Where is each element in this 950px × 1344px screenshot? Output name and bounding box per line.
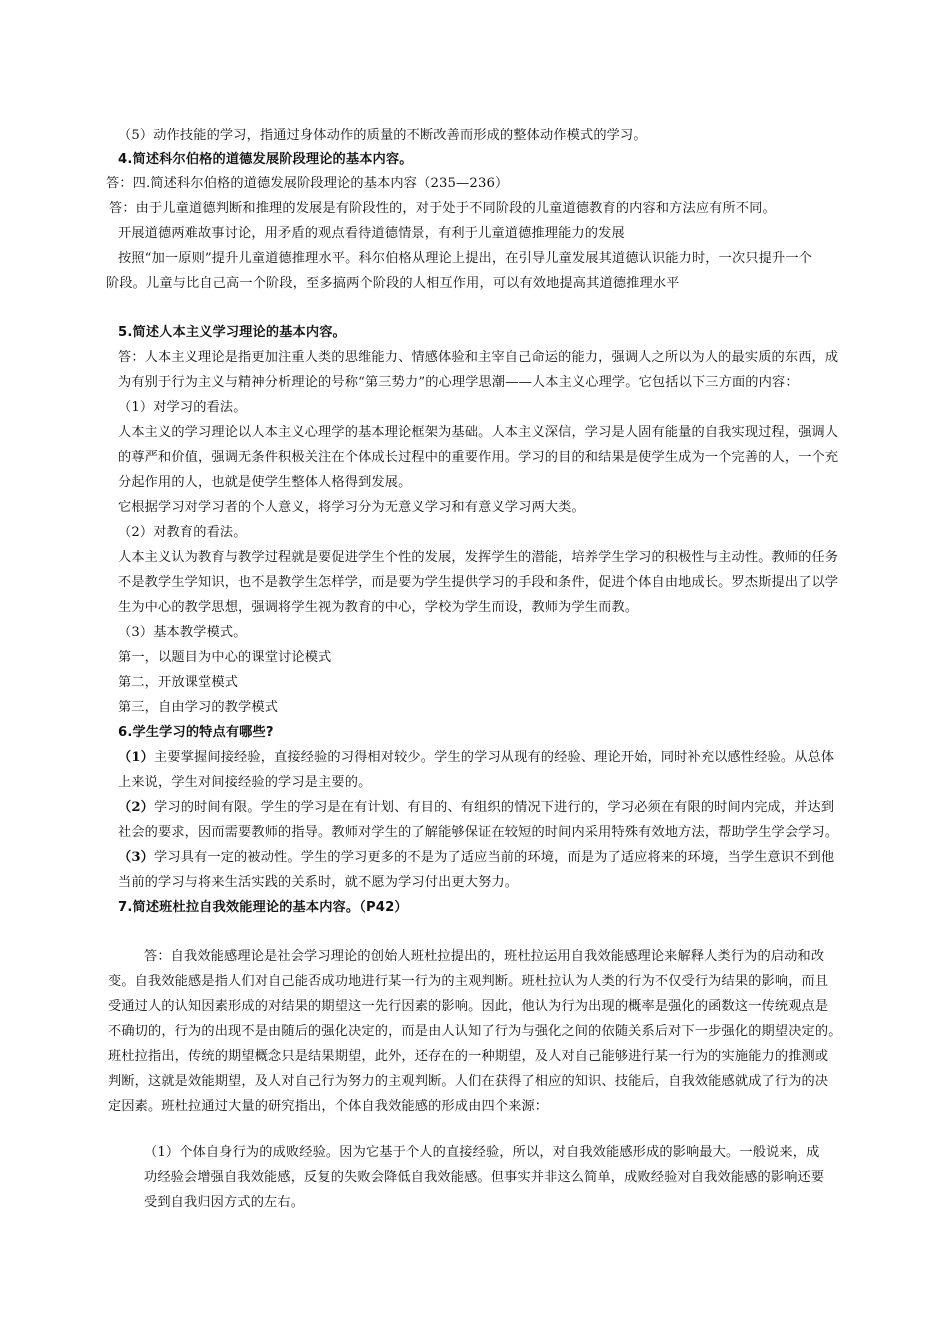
text-line: 判断，这就是效能期望，及人对自己行为努力的主观判断。人们在获得了相应的知识、技能后，自我效能感就成了行为的决 xyxy=(108,1074,829,1089)
point-number: （1） xyxy=(118,750,155,765)
text-line: 答：由于儿童道德判断和推理的发展是有阶段性的，对于处于不同阶段的儿童道德教育的内容和方法应有所不同。 xyxy=(109,201,776,216)
text-line xyxy=(118,797,834,819)
text-line: 第三，自由学习的教学模式 xyxy=(118,700,279,715)
text-line: 第一，以题目为中心的课堂讨论模式 xyxy=(118,650,332,665)
question-7-heading: 7.简述班杜拉自我效能理论的基本内容。（P42） xyxy=(118,900,408,915)
text-line: 功经验会增强自我效能感，反复的失败会降低自我效能感。但事实并非这么简单，成败经验对自我效能感的影响还要 xyxy=(144,1170,825,1185)
text-line: 上来说，学生对间接经验的学习是主要的。 xyxy=(118,775,372,790)
text-line: 答：自我效能感理论是社会学习理论的创始人班杜拉提出的，班杜拉运用自我效能感理论来解释人类行为的启动和改 xyxy=(144,949,825,964)
point-text: 学习的时间有限。学生的学习是在有计划、有目的、有组织的情况下进行的，学习必须在有限的时间内完成，并达到 xyxy=(154,800,835,815)
text-line: 的尊严和价值，强调无条件积极关注在个体成长过程中的重要作用。学习的目的和结果是使学生成为一个完善的人，一个充 xyxy=(118,450,839,465)
text-line: 社会的要求，因而需要教师的指导。教师对学生的了解能够保证在较短的时间内采用特殊有效地方法，帮助学生学会学习。 xyxy=(118,825,839,840)
text-line: 答：人本主义理论是指更加注重人类的思维能力、情感体验和主宰自己命运的能力，强调人之所以为人的最实质的东西，成 xyxy=(118,350,839,365)
text-line: （1）个体自身行为的成败经验。因为它基于个人的直接经验，所以，对自我效能感形成的影响最大。一般说来，成 xyxy=(144,1145,820,1160)
question-6-heading: 6.学生学习的特点有哪些? xyxy=(118,725,274,740)
question-5-heading: 5.简述人本主义学习理论的基本内容。 xyxy=(118,325,346,340)
point-text: 主要掌握间接经验，直接经验的习得相对较少。学生的学习从现有的经验、理论开始，同时补充以感性经验。从总体 xyxy=(154,750,835,765)
text-line xyxy=(118,847,834,869)
text-line: 按照“加一原则”提升儿童道德推理水平。科尔伯格从理论上提出，在引导儿童发展其道德认识能力时，一次只提升一个 xyxy=(118,251,812,266)
text-line: 班杜拉指出，传统的期望概念只是结果期望，此外，还存在的一种期望，及人对自己能够进行某一行为的实施能力的推测或 xyxy=(108,1049,829,1064)
text-line: （5）动作技能的学习，指通过身体动作的质量的不断改善而形成的整体动作模式的学习。 xyxy=(118,128,647,143)
text-line: 变。自我效能感是指人们对自己能否成功地进行某一行为的主观判断。班杜拉认为人类的行为不仅受行为结果的影响，而且 xyxy=(108,974,829,989)
text-line: 当前的学习与将来生活实践的关系时，就不愿为学习付出更大努力。 xyxy=(118,875,519,890)
text-line: 为有别于行为主义与精神分析理论的号称“第三势力”的心理学思潮——人本主义心理学。它包括以下三方面的内容： xyxy=(118,375,799,390)
text-line: 受到自我归因方式的左右。 xyxy=(144,1195,305,1210)
point-text: 学习具有一定的被动性。学生的学习更多的不是为了适应当前的环境，而是为了适应将来的环境，当学生意识不到他 xyxy=(154,850,835,865)
text-line: 人本主义的学习理论以人本主义心理学的基本理论框架为基础。人本主义深信，学习是人固有能量的自我实现过程，强调人 xyxy=(118,425,839,440)
text-line: 答：四.简述科尔伯格的道德发展阶段理论的基本内容（235—236） xyxy=(106,176,509,191)
text-line: 阶段。儿童与比自己高一个阶段，至多搞两个阶段的人相互作用，可以有效地提高其道德推理水平 xyxy=(106,276,680,291)
text-line: 定因素。班杜拉通过大量的研究指出，个体自我效能感的形成由四个来源： xyxy=(108,1099,549,1114)
text-line: （2）对教育的看法。 xyxy=(118,525,247,540)
point-number: （3） xyxy=(118,850,155,865)
text-line: 第二，开放课堂模式 xyxy=(118,675,239,690)
point-number: （2） xyxy=(118,800,155,815)
question-4-heading: 4.简述科尔伯格的道德发展阶段理论的基本内容。 xyxy=(118,152,413,167)
text-line: 生为中心的教学思想，强调将学生视为教育的中心，学校为学生而设，教师为学生而教。 xyxy=(118,600,639,615)
text-line: 不是教学生学知识，也不是教学生怎样学，而是要为学生提供学习的手段和条件，促进个体自由地成长。罗杰斯提出了以学 xyxy=(118,575,839,590)
text-line: （1）对学习的看法。 xyxy=(118,400,247,415)
text-line: 开展道德两难故事讨论，用矛盾的观点看待道德情景，有利于儿童道德推理能力的发展 xyxy=(118,226,625,241)
text-line: 不确切的，行为的出现不是由随后的强化决定的，而是由人认知了行为与强化之间的依随关系后对下一步强化的期望决定的。 xyxy=(108,1024,842,1039)
text-line: 分起作用的人，也就是使学生整体人格得到发展。 xyxy=(118,475,412,490)
text-line: 它根据学习对学习者的个人意义，将学习分为无意义学习和有意义学习两大类。 xyxy=(118,500,585,515)
text-line: 人本主义认为教育与教学过程就是要促进学生个性的发展，发挥学生的潜能，培养学生学习的积极性与主动性。教师的任务 xyxy=(118,550,839,565)
text-line xyxy=(118,747,834,769)
text-line: 受通过人的认知因素形成的对结果的期望这一先行因素的影响。因此，他认为行为出现的概率是强化的函数这一传统观点是 xyxy=(108,999,829,1014)
text-line: （3）基本教学模式。 xyxy=(118,625,247,640)
